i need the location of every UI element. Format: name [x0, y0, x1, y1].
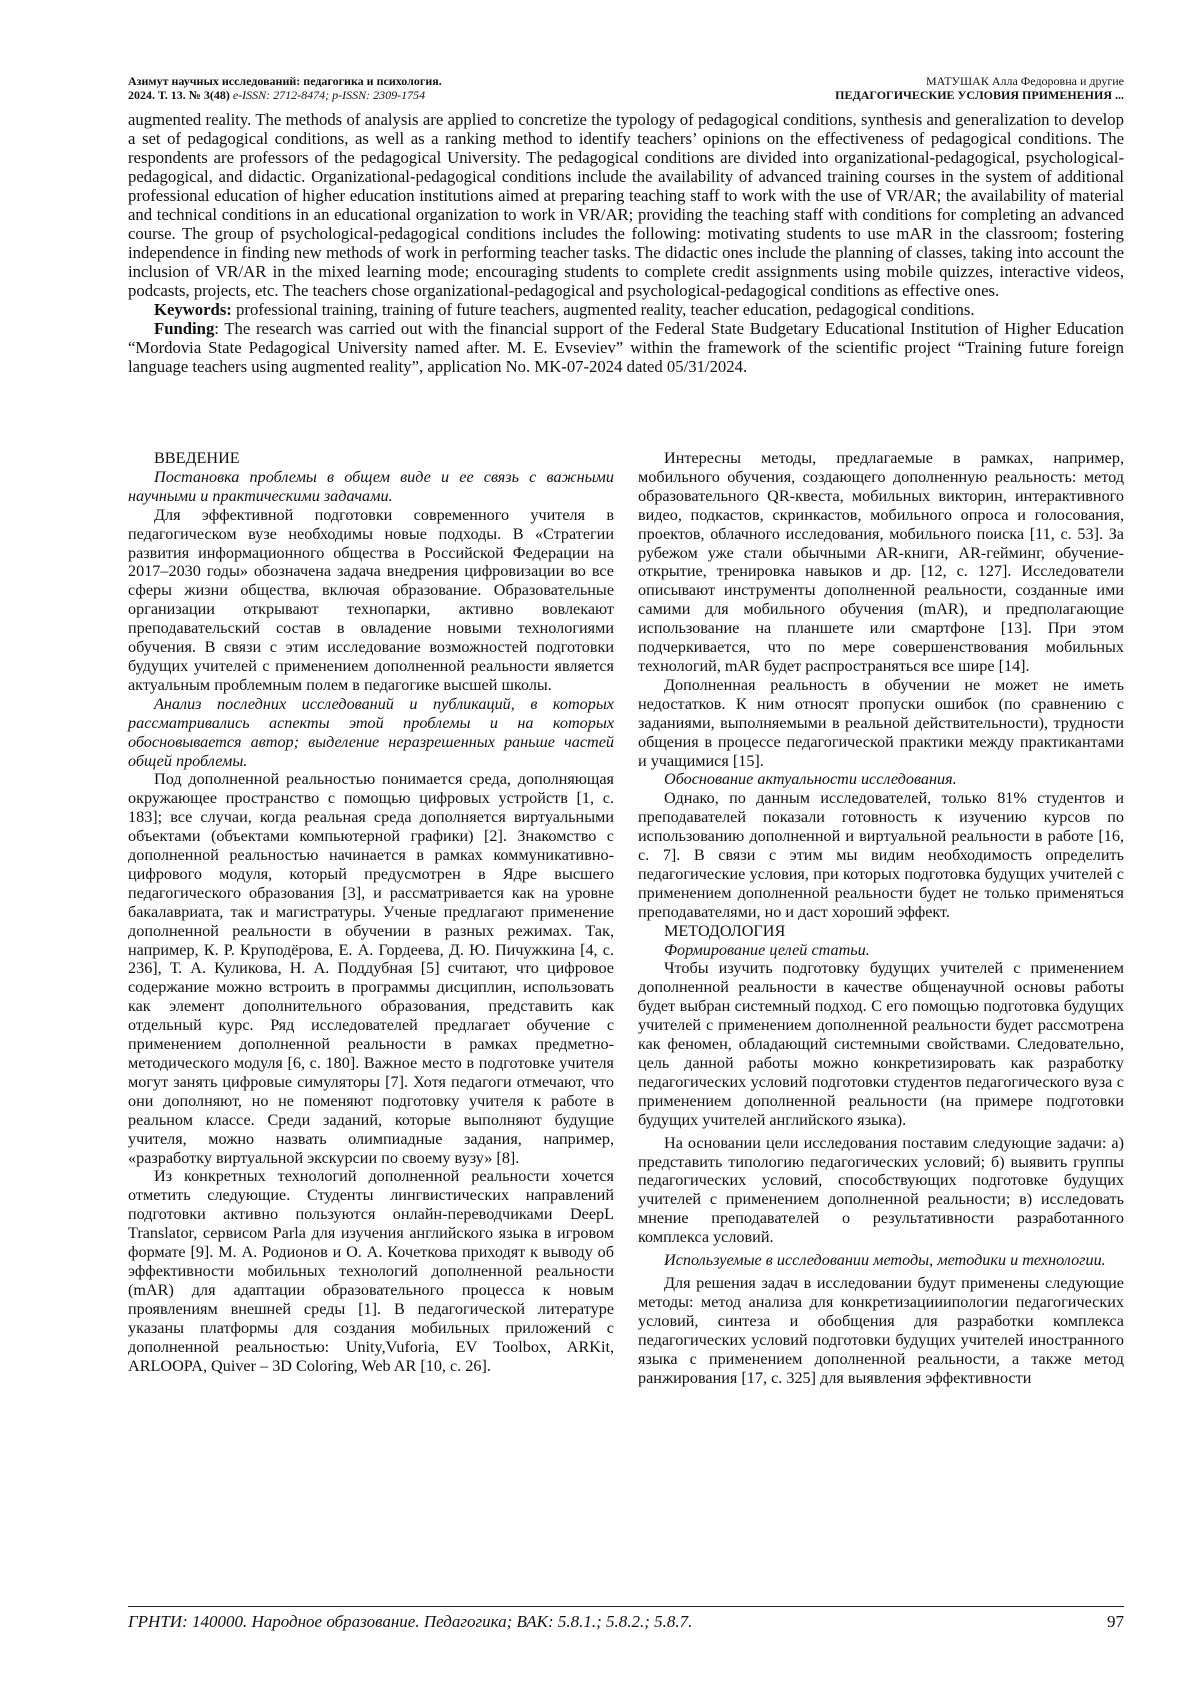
- subheading-relevance: Обоснование актуальности исследования.: [664, 770, 957, 789]
- left-column: [128, 449, 614, 1375]
- journal-title: Азимут научных исследований: педагогика и психология.: [128, 74, 442, 88]
- funding-text: : The research was carried out with the financial support of the Federal State Budgetary Educational Institution of Higher Education “Mordovia State Pedagogical University named after. M. E. Evseviev” within the framework of the scientific project “Training future foreign language teachers using augmented reality”, application No. MK-07-2024 dated 05/31/2024.: [128, 319, 1124, 376]
- paragraph: Чтобы изучить подготовку будущих учителей с применением дополненной реальности в качестве общенаучной основы работы будет выбран системный подход. С его помощью подготовка будущих учителей с применением дополненной реальности будет рассмотрена как феномен, обладающий системными свойствами. Следовательно, цель данной работы можно конкретизировать как разработку педагогических условий подготовки студентов педагогического вуза с применением дополненной реальности (на примере подготовки будущих учителей английского языка).: [638, 959, 1124, 1129]
- journal-issn: e-ISSN: 2712-8474; p-ISSN: 2309-1754: [229, 88, 426, 102]
- subheading-problem: Постановка проблемы в общем виде и ее связь с важными научными и практическими задачами.: [128, 467, 614, 505]
- paragraph: Для решения задач в исследовании будут применены следующие методы: метод анализа для конкретизацииипологии педагогических условий, синтеза и обобщения для разработки комплекса педагогических условий подготовки будущих учителей иностранного языка с применением дополненной реальности, а также метод ранжирования [17, с. 325] для выявления эффективности: [638, 1273, 1124, 1387]
- page-number: 97: [1107, 1612, 1124, 1631]
- paragraph: Дополненная реальность в обучении не может не иметь недостатков. К ним относят пропуски ошибок (по сравнению с заданиями, выполняемыми в реальной действительности), трудности общения в процессе педагогической практики между практикантами и учащимися [15].: [638, 675, 1124, 770]
- running-header-article: [835, 74, 1124, 102]
- article-authors: МАТУШАК Алла Федоровна и другие: [925, 74, 1124, 88]
- paragraph: Однако, по данным исследователей, только 81% студентов и преподавателей показали готовность к изучению курсов по использованию дополненной и виртуальной реальности в работе [16, с. 7]. В связи с этим мы видим необходимость определить педагогические условия, при которых подготовка будущих учителей с применением дополненной реальности будет не только применяться преподавателями, но и даст хороший эффект.: [638, 789, 1124, 921]
- section-heading-intro: ВВЕДЕНИЕ: [154, 449, 240, 467]
- funding-label: Funding: [154, 319, 215, 338]
- right-column: [638, 449, 1124, 1387]
- paragraph: Под дополненной реальностью понимается среда, дополняющая окружающее пространство с помощью цифровых устройств [1, с. 183]; все случаи, когда реальная среда дополняется виртуальными объектами (объектами компьютерной графики) [2]. Знакомство с дополненной реальностью начинается в рамках коммуникативно-цифрового модуля, который предусмотрен в Ядре высшего педагогического образования [3], и рассматривается как на уровне бакалавриата, так и магистратуры. Ученые предлагают применение дополненной реальности в обучении в разных режимах. Так, например, К. Р. Круподёрова, Е. А. Гордеева, Д. Ю. Пичужкина [4, с. 236], Т. А. Куликова, Н. А. Поддубная [5] считают, что цифровое содержание можно встроить в программы дисциплин, использовать как элемент дополнительного образования, представить как отдельный курс. Ряд исследователей предлагает обучение с применением дополненной реальности в рамках предметно-методического модуля [6, с. 180]. Важное место в подготовке учителя могут занять цифровые симуляторы [7]. Хотя педагоги отмечают, что они дополняют, но не поменяют подготовку учителя к работе в реальном классе. Среди заданий, которые выполняют будущие учителя, можно назвать олимпиадные задания, например, «разработку виртуальной экскурсии по своему вузу» [8].: [128, 770, 614, 1167]
- paragraph: Из конкретных технологий дополненной реальности хочется отметить следующие. Студенты лингвистических направлений подготовки активно пользуются онлайн-переводчиками DeepL Translator, сервисом Parla для изучения английского языка в игровом формате [9]. М. А. Родионов и О. А. Кочеткова приходят к выводу об эффективности мобильных технологий дополненной реальности (mAR) для адаптации образовательного процесса к новым проявлениям внешней среды [1]. В педагогической литературе указаны платформы для создания мобильных приложений с дополненной реальностью: Unity,Vuforia, EV Toolbox, ARKit, ARLOOPA, Quiver – 3D Coloring, Web AR [10, с. 26].: [128, 1167, 614, 1375]
- funding-paragraph: [128, 319, 1124, 376]
- running-header-journal: [128, 74, 442, 102]
- section-heading-methodology: МЕТОДОЛОГИЯ: [664, 921, 786, 940]
- keywords-text: professional training, training of future teachers, augmented reality, teacher education, pedagogical conditions.: [231, 300, 975, 319]
- abstract-text: augmented reality. The methods of analysis are applied to concretize the typology of pedagogical conditions, synthesis and generalization to develop a set of pedagogical conditions, as well as a ranking method to identify teachers’ opinions on the effectiveness of pedagogical conditions. The respondents are professors of the pedagogical University. The pedagogical conditions are divided into organizational-pedagogical, psychological-pedagogical, and didactic. Organizational-pedagogical conditions include the availability of advanced training courses in the system of additional professional education of higher education institutions aimed at preparing teaching staff to work with the use of VR/AR; the availability of material and technical conditions in an educational organization to work in VR/AR; providing the teaching staff with conditions for completing an advanced course. The group of psychological-pedagogical conditions includes the following: motivating students to use mAR in the classroom; fostering independence in finding new methods of work in performing teacher tasks. The didactic ones include the planning of classes, taking into account the inclusion of VR/AR in the mixed learning mode; encouraging students to complete credit assignments using mobile quizzes, interactive videos, podcasts, projects, etc. The teachers chose organizational-pedagogical and psychological-pedagogical conditions as effective ones.: [128, 110, 1124, 300]
- subheading-methods: Используемые в исследовании методы, методики и технологии.: [664, 1251, 1106, 1270]
- paragraph: Интересны методы, предлагаемые в рамках, например, мобильного обучения, создающего дополненную реальность: метод образовательного QR-квеста, мобильных викторин, интерактивного видео, подкастов, скринкастов, мобильного опроса и голосования, проектов, облачного исследования, мобильного поиска [11, с. 53]. За рубежом уже стали обычными AR-книги, AR-гейминг, обучение-открытие, тренировка навыков и др. [12, с. 127]. Исследователи описывают инструменты дополненной реальности, созданные ими самими для мобильного обучения (mAR), и предполагающие использование на планшете или смартфоне [13]. При этом подчеркивается, что по мере совершенствования мобильных технологий, mAR будет распространяться все шире [14].: [638, 449, 1124, 675]
- footer-classification: ГРНТИ: 140000. Народное образование. Педагогика; ВАК: 5.8.1.; 5.8.2.; 5.8.7.: [128, 1612, 693, 1631]
- journal-volume: 2024. Т. 13. № 3(48): [128, 88, 230, 102]
- keywords-label: Keywords:: [154, 300, 232, 319]
- paragraph: На основании цели исследования поставим следующие задачи: а) представить типологию педагогических условий; б) выявить группы педагогических условий, способствующих подготовке будущих учителей с применением дополненной реальности; в) исследовать мнение преподавателей о результативности разработанного комплекса условий.: [638, 1133, 1124, 1247]
- journal-issue: [128, 88, 442, 102]
- subheading-analysis: Анализ последних исследований и публикаций, в которых рассматривались аспекты этой проблемы и на которых обосновывается автор; выделение неразрешенных раньше частей общей проблемы.: [128, 694, 614, 770]
- article-short-title: ПЕДАГОГИЧЕСКИЕ УСЛОВИЯ ПРИМЕНЕНИЯ ...: [835, 88, 1124, 102]
- abstract-block: [128, 110, 1124, 376]
- footer-divider: [128, 1606, 1124, 1607]
- subheading-goals: Формирование целей статьи.: [664, 940, 870, 959]
- paragraph: Для эффективной подготовки современного учителя в педагогическом вузе необходимы новые подходы. В «Стратегии развития информационного общества в Российской Федерации на 2017–2030 годы» обозначена задача внедрения цифровизации во все сферы жизни общества, включая образование. Образовательные организации открывают технопарки, активно вовлекают преподавательский состав в овладение новыми технологиями обучения. В связи с этим исследование возможностей подготовки будущих учителей с применением дополненной реальности является актуальным проблемным полем в педагогике высшей школы.: [128, 505, 614, 694]
- keywords-paragraph: [128, 300, 1124, 319]
